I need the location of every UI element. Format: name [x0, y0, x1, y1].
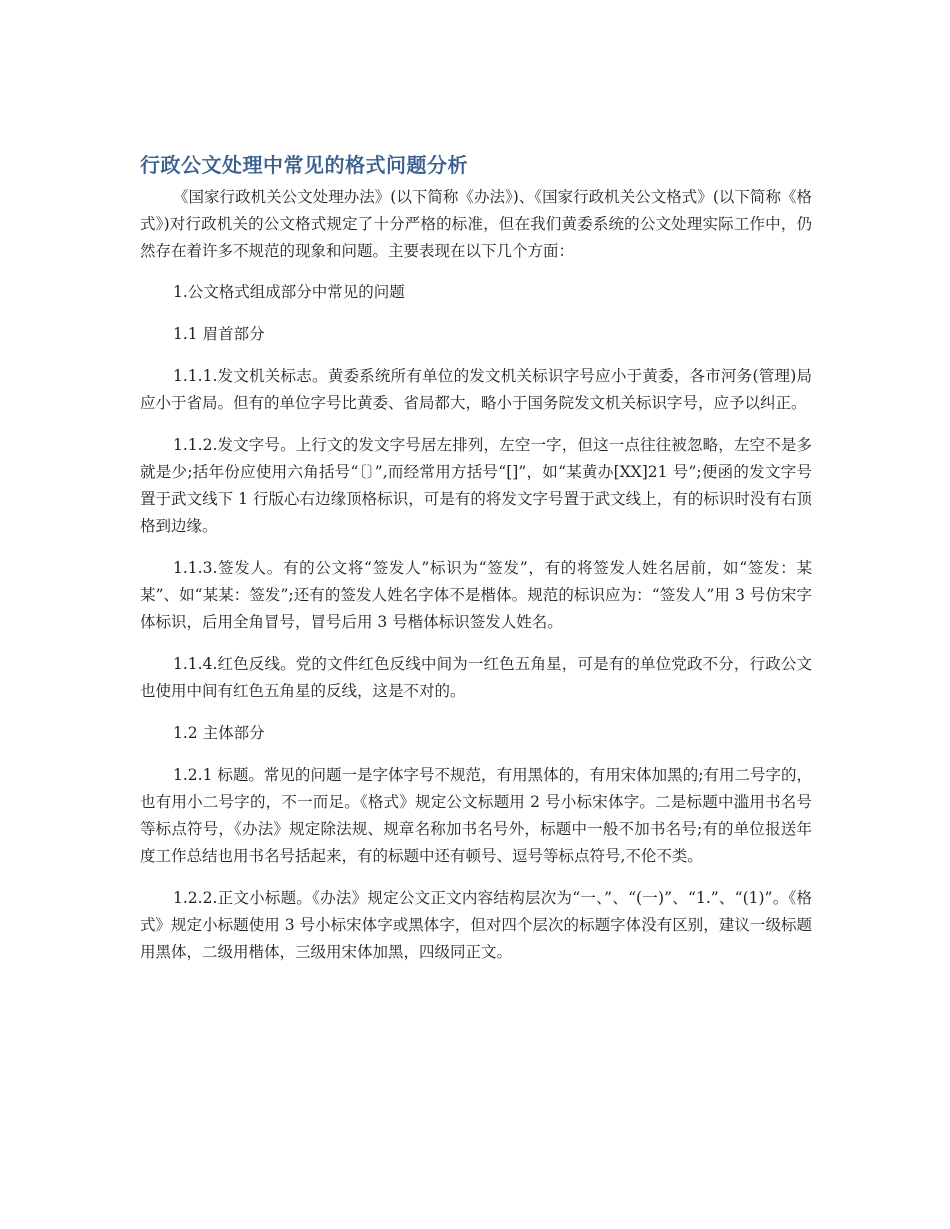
document-title: 行政公文处理中常见的格式问题分析 — [140, 153, 468, 177]
document-page — [140, 150, 812, 981]
section-1-1-heading: 1.1 眉首部分 — [173, 325, 265, 343]
paragraph-1-1-3: 1.1.3.签发人。有的公文将“签发人”标识为“签发”，有的将签发人姓名居前，如“签发：某某”、如“某某：签发”;还有的签发人姓名字体不是楷体。规范的标识应为：“签发人”用 3 号仿宋字体标识，后用全角冒号，冒号后用 3 号楷体标识签发人姓名。 — [140, 559, 812, 631]
intro-paragraph: 《国家行政机关公文处理办法》(以下简称《办法》)、《国家行政机关公文格式》(以下简称《格式》)对行政机关的公文格式规定了十分严格的标准，但在我们黄委系统的公文处理实际工作中，仍然存在着许多不规范的现象和问题。主要表现在以下几个方面： — [140, 188, 812, 260]
paragraph-1-2-1: 1.2.1 标题。常见的问题一是字体字号不规范，有用黑体的，有用宋体加黑的;有用二号字的，也有用小二号字的，不一而足。《格式》规定公文标题用 2 号小标宋体字。二是标题中滥用书名号等标点符号，《办法》规定除法规、规章名称加书名号外，标题中一般不加书名号;有的单位报送年度工作总结也用书名号括起来，有的标题中还有顿号、逗号等标点符号,不伦不类。 — [140, 766, 812, 865]
paragraph-1-1-2: 1.1.2.发文字号。上行文的发文字号居左排列，左空一字，但这一点往往被忽略，左空不是多就是少;括年份应使用六角括号“〔〕”,而经常用方括号“[]”，如“某黄办[XX]21 号”;便函的发文字号置于武文线下 1 行版心右边缘顶格标识，可是有的将发文字号置于武文线上，有的标识时没有右顶格到边缘。 — [140, 436, 812, 535]
paragraph-1-2-2: 1.2.2.正文小标题。《办法》规定公文正文内容结构层次为“一、”、“(一)”、“1.”、“(1)”。《格式》规定小标题使用 3 号小标宋体字或黑体字，但对四个层次的标题字体没有区别，建议一级标题用黑体，二级用楷体，三级用宋体加黑，四级同正文。 — [140, 889, 812, 961]
section-1-heading: 1.公文格式组成部分中常见的问题 — [173, 283, 405, 301]
section-1-2-heading: 1.2 主体部分 — [173, 724, 265, 742]
paragraph-1-1-4: 1.1.4.红色反线。党的文件红色反线中间为一红色五角星，可是有的单位党政不分，行政公文也使用中间有红色五角星的反线，这是不对的。 — [140, 655, 812, 700]
paragraph-1-1-1: 1.1.1.发文机关标志。黄委系统所有单位的发文机关标识字号应小于黄委，各市河务(管理)局应小于省局。但有的单位字号比黄委、省局都大，略小于国务院发文机关标识字号，应予以纠正。 — [140, 367, 812, 412]
